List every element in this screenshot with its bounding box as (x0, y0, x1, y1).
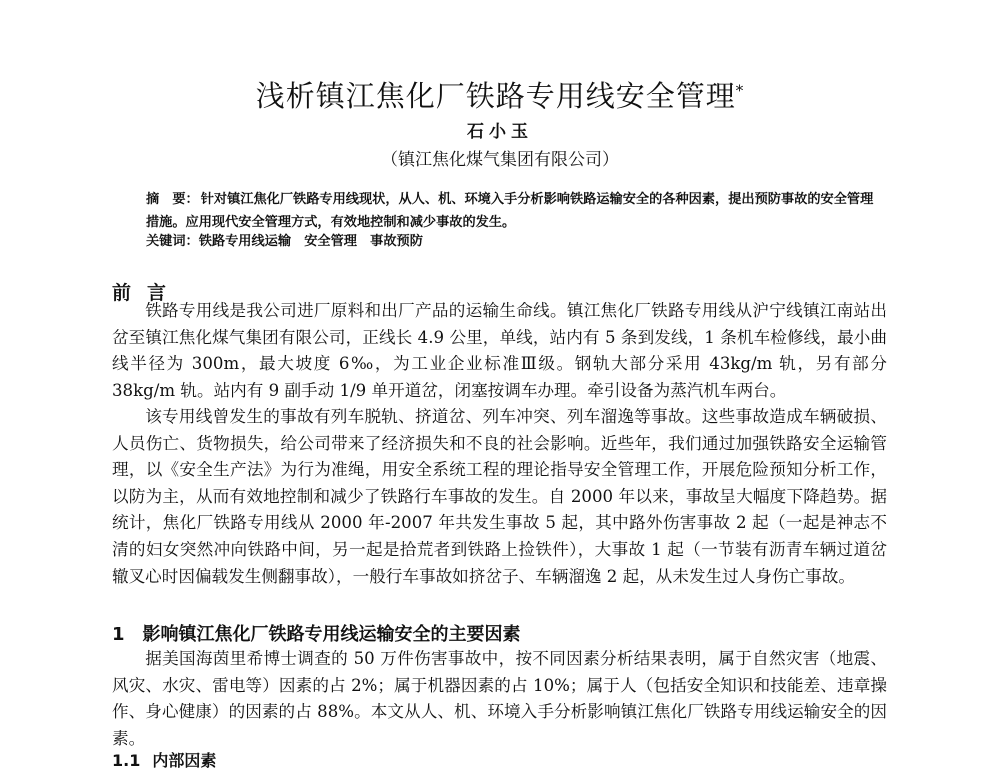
author-affiliation: （镇江焦化煤气集团有限公司） (381, 150, 619, 170)
keywords-text: 铁路专用线运输 安全管理 事故预防 (198, 234, 423, 249)
section-1-number: 1 (112, 624, 125, 645)
subsection-1-1-number: 1.1 (112, 751, 141, 770)
section-1-paragraph-1: 据美国海茵里希博士调查的 50 万件伤害事故中，按不同因素分析结果表明，属于自然灾害（地震、风灾、水灾、雷电等）因素的占 2%；属于机器因素的占 10%；属于人（包括安全知识和技能差、违章操作、身心健康）的因素的占 88%。本文从人、机、环境入手分析影响镇江焦化厂铁路专用线运输安全的因素。 (112, 649, 887, 748)
subsection-1-1-title: 内部因素 (152, 751, 217, 770)
abstract-label: 摘 要： (146, 192, 199, 207)
abstract-text: 针对镇江焦化厂铁路专用线现状，从人、机、环境入手分析影响铁路运输安全的各种因素，提出预防事故的安全管理措施。应用现代安全管理方式，有效地控制和减少事故的发生。 (146, 192, 874, 230)
preface-paragraph-2: 该专用线曾发生的事故有列车脱轨、挤道岔、列车冲突、列车溜逸等事故。这些事故造成车辆破损、人员伤亡、货物损失，给公司带来了经济损失和不良的社会影响。近些年，我们通过加强铁路安全运输管理，以《安全生产法》为行为准绳，用安全系统工程的理论指导安全管理工作，开展危险预知分析工作，以防为主，从而有效地控制和减少了铁路行车事故的发生。自 2000 年以来，事故呈大幅度下降趋势。据统计，焦化厂铁路专用线从 2000 年-2007 年共发生事故 5 起，其中路外伤害事故 2 起（一起是神志不清的妇女突然冲向铁路中间，另一起是拾荒者到铁路上捡铁件），大事故 1 起（一节装有沥青车辆过道岔辙叉心时因偏载发生侧翻事故），一般行车事故如挤岔子、车辆溜逸 2 起，从未发生过人身伤亡事故。 (112, 407, 887, 586)
section-1-title: 影响镇江焦化厂铁路专用线运输安全的主要因素 (142, 624, 521, 645)
title-footnote-mark: * (735, 81, 745, 100)
paper-title-text: 浅析镇江焦化厂铁路专用线安全管理 (255, 79, 736, 113)
paper-title (0, 78, 1000, 114)
abstract (146, 188, 886, 234)
preface-paragraph-1: 铁路专用线是我公司进厂原料和出厂产品的运输生命线。镇江焦化厂铁路专用线从沪宁线镇江南站出岔至镇江焦化煤气集团有限公司，正线长 4.9 公里，单线，站内有 5 条到发线，1 条机车检修线，最小曲线半径为 300m，最大坡度 6‰，为工业企业标准Ⅲ级。钢轨大部分采用 43kg/m 轨，另有部分 38kg/m 轨。站内有 9 副手动 1/9 单开道岔，闭塞按调车办理。牵引设备为蒸汽机车两台。 (112, 301, 887, 400)
keywords (146, 233, 886, 251)
keywords-label: 关键词： (146, 234, 199, 249)
author-name: 石小玉 (467, 122, 533, 142)
preface-heading: 前言 (112, 282, 183, 304)
section-1-heading (112, 620, 521, 646)
